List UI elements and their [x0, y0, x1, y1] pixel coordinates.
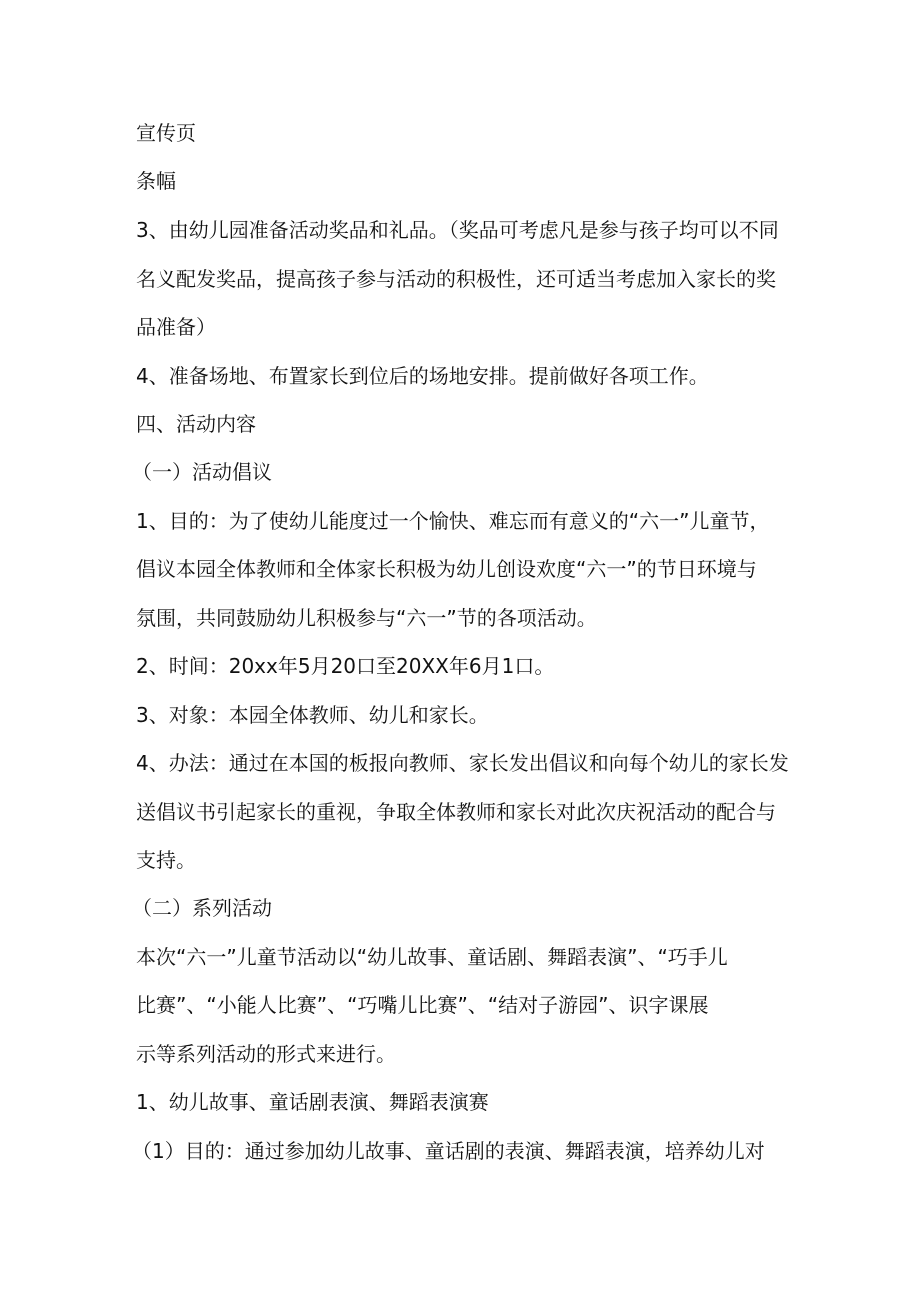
text-line-purpose-2: 倡议本园全体教师和全体家长积极为幼儿创设欢度“六一”的节日环境与 [136, 557, 757, 581]
text-line-audience: 3、对象：本园全体教师、幼儿和家长。 [136, 703, 489, 727]
section-heading-content: 四、活动内容 [136, 412, 256, 436]
text-line-method-3: 支持。 [136, 848, 196, 872]
text-line-prizes-1: 3、由幼儿园准备活动奖品和礼品。（奖品可考虑凡是参与孩子均可以不同 [136, 218, 779, 242]
text-line-series-3: 示等系列活动的形式来进行。 [136, 1042, 396, 1066]
text-line-purpose-3: 氛围，共同鼓励幼儿积极参与“六一”节的各项活动。 [136, 606, 597, 630]
text-line-prizes-2: 名义配发奖品，提高孩子参与活动的积极性，还可适当考虑加入家长的奖 [136, 267, 776, 291]
text-line-venue: 4、准备场地、布置家长到位后的场地安排。提前做好各项工作。 [136, 364, 709, 388]
text-line-story-purpose: （1）目的：通过参加幼儿故事、童话剧的表演、舞蹈表演，培养幼儿对 [132, 1139, 765, 1163]
text-line-banner: 条幅 [136, 169, 176, 193]
text-line-method-1: 4、办法：通过在本国的板报向教师、家长发出倡议和向每个幼儿的家长发 [136, 751, 789, 775]
text-line-story-show: 1、幼儿故事、童话剧表演、舞蹈表演赛 [136, 1090, 489, 1114]
text-line-series-1: 本次“六一”儿童节活动以“幼儿故事、童话剧、舞蹈表演”、“巧手儿 [136, 945, 728, 969]
subsection-heading-initiative: （一）活动倡议 [132, 460, 272, 484]
text-line-promo-page: 宣传页 [136, 121, 196, 145]
text-line-prizes-3: 品准备） [136, 315, 216, 339]
text-line-series-2: 比赛”、“小能人比赛”、“巧嘴儿比赛”、“结对子游园”、识字课展 [136, 993, 709, 1017]
text-line-time: 2、时间：20xx年5月20口至20XX年6月1口。 [136, 654, 555, 678]
text-line-method-2: 送倡议书引起家长的重视，争取全体教师和家长对此次庆祝活动的配合与 [136, 800, 776, 824]
text-line-purpose-1: 1、目的：为了使幼儿能度过一个愉快、难忘而有意义的“六一”儿童节， [136, 509, 770, 533]
subsection-heading-series: （二）系列活动 [132, 896, 272, 920]
